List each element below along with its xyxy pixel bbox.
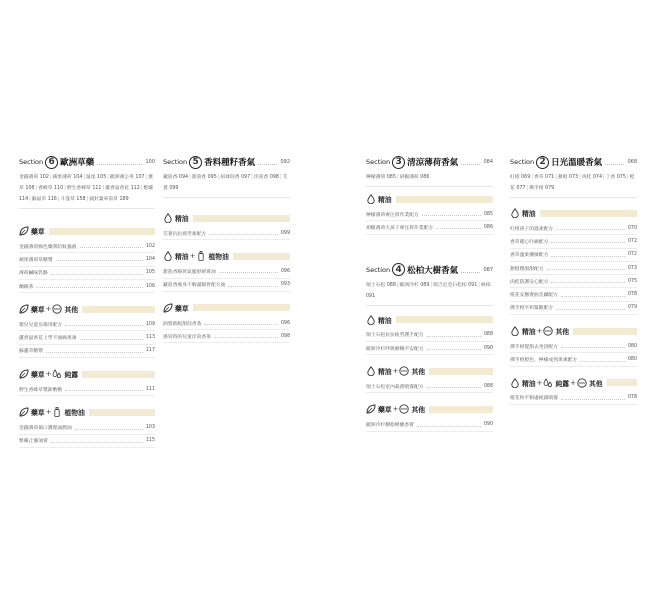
- herb-icon: [19, 407, 29, 417]
- herb-icon: [163, 303, 173, 313]
- toc-entry[interactable]: 甜橙穩甜甜配方 073: [510, 262, 637, 275]
- subtitle-item[interactable]: 胡椒薄荷 086: [399, 175, 430, 180]
- category-bar: [396, 196, 493, 203]
- herb-icon: [19, 226, 29, 236]
- section-word: Section: [510, 158, 535, 166]
- subtitle-item[interactable]: 藏茴香 094: [163, 175, 189, 180]
- section-subtitle-list: 檸檬薄荷 085|胡椒薄荷 086: [366, 172, 493, 187]
- category-bar: [607, 379, 637, 386]
- toc-entry[interactable]: 瑞士石松抗抗疲勞護手配方 088: [366, 329, 493, 342]
- bottle-icon: [196, 251, 206, 261]
- category-label: 精油: [378, 316, 392, 325]
- toc-column-section-3-4: [366, 153, 493, 432]
- subtitle-item[interactable]: 蘋果薄荷 104: [52, 175, 83, 180]
- entry-list: [510, 222, 637, 315]
- toc-entry[interactable]: 香草溫柔擴擁配方 072: [510, 249, 637, 262]
- subtitle-item[interactable]: 歐洲冷杉 089: [399, 282, 430, 288]
- category-label: 精油: [378, 368, 392, 377]
- category-label: 植物油: [208, 253, 229, 262]
- category-label: 其他: [64, 306, 79, 315]
- bottle-icon: [52, 407, 62, 417]
- category-label: 藥草: [31, 371, 45, 380]
- category-bar: [429, 368, 493, 375]
- category-label: 精油: [175, 215, 189, 223]
- toc-column-section-2: [510, 153, 637, 405]
- toc-entry[interactable]: 金錢薄荷綠色藥膏防蚊蟲液 102: [19, 240, 155, 253]
- section-number: 6: [45, 156, 58, 169]
- toc-entry[interactable]: 蘇蘆草糖漿 117: [19, 345, 155, 358]
- category-label: 純露: [555, 379, 570, 388]
- entry-list: [366, 418, 493, 431]
- subtitle-item[interactable]: 橙花 077: [510, 175, 635, 191]
- category-label: 精油: [522, 379, 536, 388]
- section-subtitle-list: 瑞士石松 088|歐洲冷杉 089|瑞吉尼亞石松柏 091|絲柏 091: [366, 280, 493, 306]
- toc-entry[interactable]: 薄荷鹹味乳酪 105: [19, 267, 155, 280]
- category-oil-hydrosol-other: 精油 + 純露 + 其他: [510, 377, 637, 389]
- subtitle-item[interactable]: 蘇鼠草 116: [31, 197, 57, 202]
- more-icon: [543, 326, 553, 336]
- section-heading[interactable]: [366, 261, 493, 279]
- section-page: 084: [483, 159, 493, 165]
- category-oil: [366, 314, 493, 326]
- section-subtitle-list: 藏茴香 094|甜茴香 095|紐球茴香 097|洋茴香 098|芫荽 099: [163, 172, 290, 198]
- entry-list: [510, 340, 637, 367]
- toc-entry[interactable]: 洞察助眠甜茴香茶 096: [163, 317, 290, 330]
- category-herb-carrier: 藥草 + 植物油: [19, 406, 155, 418]
- toc-entry[interactable]: 金錢薄荷傷口護理油潤油 103: [19, 421, 155, 434]
- subtitle-item[interactable]: 檸檬薄荷 085: [366, 175, 396, 180]
- leader-dots: [461, 267, 480, 273]
- more-icon: [399, 404, 409, 414]
- category-bar: [233, 253, 290, 260]
- category-label: 藥草: [31, 228, 45, 236]
- entry-list: [19, 421, 155, 448]
- subtitle-item[interactable]: 斗蓬草 158: [60, 197, 86, 202]
- entry-list: [163, 227, 290, 240]
- toc-entry[interactable]: 繁縷止癢油膏 115: [19, 435, 155, 448]
- subtitle-item[interactable]: 洋茴香 098: [253, 175, 279, 180]
- toc-column-section-6: [19, 153, 155, 448]
- category-label: 精油: [378, 196, 392, 204]
- category-bar: [82, 371, 155, 378]
- category-label: 精油: [522, 328, 536, 337]
- section-page: 092: [280, 159, 290, 165]
- section-heading[interactable]: [510, 153, 637, 171]
- category-bar: [89, 409, 155, 416]
- subtitle-item[interactable]: 甜茴香 095: [191, 175, 217, 180]
- toc-entry[interactable]: 野生香蜂草漿卸敷敷 111: [19, 383, 155, 396]
- subtitle-item[interactable]: 蘆香鼠香花 112: [105, 186, 140, 191]
- category-herb-other: 藥草 + 其他: [19, 303, 155, 315]
- category-herb-other: 藥草 + 其他: [366, 403, 493, 415]
- toc-entry[interactable]: 橙花和平相處純露噴霧 078: [510, 392, 637, 405]
- toc-entry[interactable]: 胡椒薄荷大孩子專注寫作業配方 086: [366, 221, 493, 234]
- section-word: Section: [163, 158, 188, 166]
- dew-icon: [52, 369, 62, 379]
- leader-dots: [258, 159, 277, 165]
- entry-list: [19, 383, 155, 396]
- category-label: 純露: [64, 371, 79, 380]
- category-bar: [429, 406, 493, 413]
- subtitle-item[interactable]: 香草 071: [533, 175, 555, 180]
- oil-drop-icon: [366, 315, 376, 325]
- section-subtitle-list: 紅柑 069|香草 071|甜橙 073|肉桂 074|丁香 075|橙花 077|佛手柑 079: [510, 172, 637, 198]
- subtitle-item[interactable]: 香蜂草 110: [38, 186, 64, 191]
- toc-entry[interactable]: 瑞士石松室內殺菌噴霧配方 088: [366, 380, 493, 393]
- category-label: 其他: [588, 379, 603, 388]
- category-label: 藥草: [31, 409, 45, 418]
- subtitle-item[interactable]: 薰草 108: [19, 175, 154, 191]
- toc-entry[interactable]: 芫荽抗抗疲勞素配方 099: [163, 227, 290, 240]
- subtitle-item[interactable]: 芫荽 099: [163, 175, 288, 191]
- category-oil-other: 精油 + 其他: [510, 325, 637, 337]
- subtitle-item[interactable]: 佛手柑 079: [529, 186, 555, 191]
- section-heading[interactable]: [163, 153, 290, 171]
- category-bar: [49, 228, 155, 235]
- section-word: Section: [366, 158, 391, 166]
- toc-entry[interactable]: 蘆香鼠香花上學不頭痛果凍 113: [19, 331, 155, 344]
- subtitle-item[interactable]: 肉桂 074: [581, 175, 602, 180]
- more-icon: [577, 378, 587, 388]
- oil-drop-icon: [510, 208, 520, 218]
- toc-entry[interactable]: 佛手柑覺甜去坐浴配方 080: [510, 340, 637, 353]
- entry-list: [19, 318, 155, 358]
- category-label: 其他: [411, 368, 426, 377]
- section-heading[interactable]: [19, 153, 155, 171]
- category-bar: [540, 210, 637, 217]
- category-bar: [573, 328, 637, 335]
- section-title: 歐洲草藥: [60, 158, 95, 168]
- section-title: 香料種籽香氣: [204, 158, 256, 168]
- section-page: 087: [483, 266, 493, 273]
- herb-icon: [366, 404, 376, 414]
- category-oil: [163, 212, 290, 224]
- toc-entry[interactable]: 歐洲冷杉樹脂療癒香膏 090: [366, 418, 493, 431]
- subtitle-item[interactable]: 披針葉車前草 189: [89, 197, 129, 202]
- herb-icon: [19, 369, 29, 379]
- toc-entry[interactable]: 蘭錫茶 106: [19, 280, 155, 293]
- toc-entry[interactable]: 肉桂防護安心配方 075: [510, 275, 637, 288]
- category-label: 植物油: [64, 409, 85, 418]
- category-label: 其他: [555, 328, 570, 337]
- category-label: 其他: [411, 406, 426, 415]
- subtitle-item[interactable]: 歐洲薄公英 107: [109, 175, 145, 180]
- category-bar: [193, 215, 290, 222]
- category-bar: [396, 316, 493, 323]
- category-oil: [366, 193, 493, 205]
- category-label: 藥草: [378, 406, 392, 415]
- more-icon: [399, 366, 409, 376]
- category-herb: [19, 225, 155, 237]
- entry-list: [366, 380, 493, 393]
- subtitle-item[interactable]: 鼠尾 105: [86, 175, 107, 180]
- leader-dots: [97, 159, 142, 165]
- subtitle-item[interactable]: 紐球茴香 097: [220, 175, 251, 180]
- toc-entry[interactable]: 佛手柑亨和緊歡配方 079: [510, 302, 637, 315]
- category-label: 藥草: [175, 304, 189, 313]
- subtitle-item[interactable]: 丁香 075: [605, 175, 626, 180]
- toc-entry[interactable]: 藏茴香瘦身不胸滿腸胃配方油 093: [163, 279, 290, 292]
- section-title: 日光溫暖香氣: [551, 158, 603, 168]
- section-title: 松柏大樹香氣: [407, 265, 459, 276]
- leader-dots: [605, 159, 624, 165]
- section-number: 4: [392, 263, 405, 276]
- entry-list: [163, 265, 290, 292]
- oil-drop-icon: [163, 251, 173, 261]
- section-number: 5: [189, 156, 202, 169]
- toc-entry[interactable]: 蘋果薄荷草糖漿 104: [19, 253, 155, 266]
- section-number: 3: [392, 156, 405, 169]
- subtitle-item[interactable]: 瑞吉尼亞石松柏 091: [433, 282, 478, 288]
- category-bar: [82, 306, 155, 313]
- entry-list: [510, 392, 637, 405]
- section-page: 100: [145, 159, 155, 165]
- more-icon: [52, 304, 62, 314]
- subtitle-item[interactable]: 野生香蜂草 111: [66, 186, 102, 191]
- section-subtitle-list: 金錢薄荷 102|蘋果薄荷 104|鼠尾 105|歐洲薄公英 107|薰草 108|香蜂草 110|野生香蜂草 111|蘆香鼠香花 112|繁縷 114|蘇鼠草 116|斗蓬草 158|披針葉車前草 189: [19, 172, 155, 209]
- entry-list: [366, 329, 493, 356]
- category-label: 藥草: [31, 306, 45, 315]
- herb-icon: [19, 304, 29, 314]
- subtitle-item[interactable]: 絲柏 091: [366, 282, 491, 299]
- oil-drop-icon: [163, 213, 173, 223]
- toc-entry[interactable]: 甜茴香腸胃氣脹舒緩膏油 096: [163, 265, 290, 278]
- category-oil-other: 精油 + 其他: [366, 365, 493, 377]
- toc-entry[interactable]: 嬰兒兒童房備用配方 109: [19, 318, 155, 331]
- category-oil-carrier: 精油 + 植物油: [163, 250, 290, 262]
- oil-drop-icon: [510, 326, 520, 336]
- section-word: Section: [19, 158, 44, 166]
- section-number: 2: [536, 156, 549, 169]
- category-label: 精油: [175, 253, 189, 262]
- section-page: 068: [627, 159, 637, 165]
- oil-drop-icon: [510, 378, 520, 388]
- section-word: Section: [366, 265, 391, 274]
- subtitle-item[interactable]: 繁縷 114: [19, 186, 154, 202]
- subtitle-item[interactable]: 瑞士石松 088: [366, 282, 396, 288]
- section-heading[interactable]: [366, 153, 493, 171]
- dew-icon: [543, 378, 553, 388]
- entry-list: [19, 240, 155, 293]
- leader-dots: [461, 159, 480, 165]
- subtitle-item[interactable]: 紅柑 069: [510, 175, 531, 180]
- entry-list: [366, 208, 493, 235]
- category-herb: [163, 302, 290, 314]
- toc-entry[interactable]: 佛手柑橙色、檸檬成熟果凍配方 080: [510, 353, 637, 366]
- toc-entry[interactable]: 歐洲冷杉呼吸順暢平安配方 090: [366, 342, 493, 355]
- toc-entry[interactable]: 感冒時的兒童洋茴香茶 098: [163, 330, 290, 343]
- toc-entry[interactable]: 檸檬薄荷專注寫作業配方 085: [366, 208, 493, 221]
- subtitle-item[interactable]: 甜橙 073: [557, 175, 579, 180]
- toc-entry[interactable]: 橙花安撫褒曲急躁配方 078: [510, 288, 637, 301]
- oil-drop-icon: [366, 366, 376, 376]
- section-4-block: [366, 261, 493, 432]
- category-herb-hydrosol: 藥草 + 純露: [19, 368, 155, 380]
- section-title: 清涼薄荷香氣: [407, 158, 459, 168]
- category-oil: [510, 207, 637, 219]
- category-label: 精油: [522, 210, 536, 218]
- entry-list: [163, 317, 290, 344]
- oil-drop-icon: [366, 194, 376, 204]
- subtitle-item[interactable]: 金錢薄荷 102: [19, 175, 49, 180]
- toc-column-section-5: [163, 153, 290, 343]
- category-bar: [193, 304, 290, 311]
- toc-entry[interactable]: 香草暖心吐痛配方 072: [510, 235, 637, 248]
- toc-entry[interactable]: 紅柑孩子的溫柔配方 070: [510, 222, 637, 235]
